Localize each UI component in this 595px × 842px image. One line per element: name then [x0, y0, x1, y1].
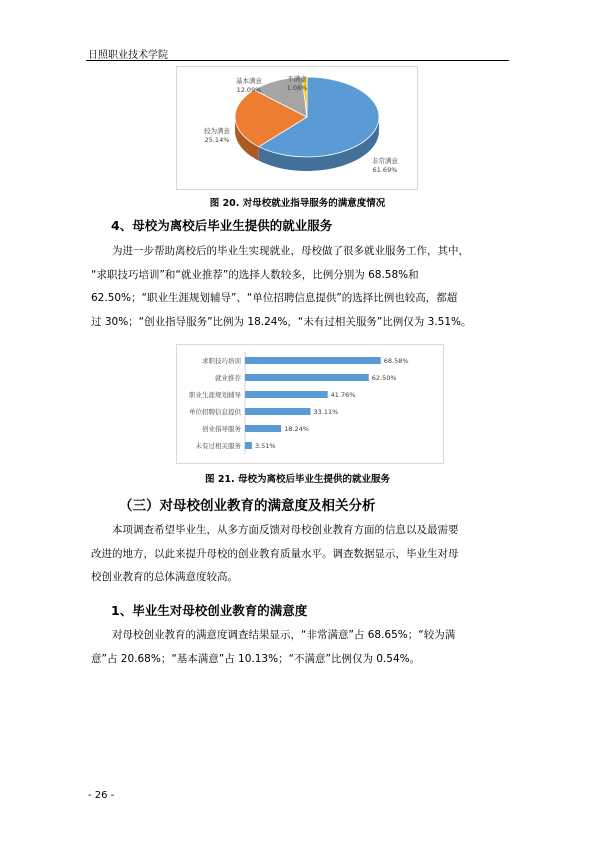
- header-rule: [86, 60, 509, 61]
- paragraph-line: 改进的地方，以此来提升母校的创业教育质量水平。调查数据显示，毕业生对母: [91, 547, 459, 560]
- section-4-paragraph: [91, 240, 505, 334]
- paragraph-line: 对母校创业教育的满意度调查结果显示，“非常满意”占 68.65%；“较为满: [112, 629, 456, 641]
- paragraph-line: 过 30%；“创业指导服务”比例为 18.24%，“未有过相关服务”比例仅为 3.51%。: [91, 315, 472, 328]
- pie-chart: [177, 67, 417, 189]
- bar-category-label: 就业推荐: [215, 373, 241, 382]
- pie-label-name: 较为满意: [204, 127, 230, 135]
- bar-value-label: 41.76%: [330, 390, 356, 399]
- bar-category-label: 创业指导服务: [202, 424, 241, 433]
- bar: [245, 425, 281, 432]
- bar-chart: [177, 345, 443, 463]
- subsection-1-heading: 1、毕业生对母校创业教育的满意度: [111, 603, 308, 618]
- bar-value-label: 33.11%: [313, 407, 339, 416]
- figure-20-caption: 图 20. 对母校就业指导服务的满意度情况: [209, 198, 386, 209]
- paragraph-line: “求职技巧培训”和“就业推荐”的选择人数较多，比例分别为 68.58%和: [91, 268, 419, 281]
- pie-label-value: 1.08%: [286, 84, 308, 92]
- page-number: - 26 -: [88, 790, 115, 801]
- paragraph-line: 62.50%；“职业生涯规划辅导”、“单位招聘信息提供”的选择比例也较高，都超: [91, 292, 458, 304]
- bar: [245, 391, 328, 398]
- bar-value-label: 62.50%: [371, 373, 397, 382]
- bar: [245, 408, 311, 415]
- bar-category-label: 职业生涯规划辅导: [189, 390, 241, 399]
- bar-value-label: 18.24%: [284, 424, 309, 433]
- figure-20-box: [176, 66, 418, 190]
- paragraph-line: 意”占 20.68%；“基本满意”占 10.13%；“不满意”比例仅为 0.54%。: [91, 652, 421, 665]
- figure-21-caption: 图 21. 母校为离校后毕业生提供的就业服务: [205, 474, 390, 485]
- document-header: 日照职业技术学院: [88, 50, 168, 61]
- bar-value-label: 3.51%: [254, 441, 276, 450]
- section-4-heading: 4、母校为离校后毕业生提供的就业服务: [111, 218, 333, 233]
- bar-category-label: 单位招聘信息提供: [189, 407, 241, 416]
- figure-21-box: [176, 344, 444, 464]
- pie-label-value: 25.14%: [204, 136, 230, 144]
- paragraph-line: 校创业教育的总体满意度较高。: [91, 571, 238, 583]
- paragraph-line: 本项调查希望毕业生，从多方面反馈对母校创业教育方面的信息以及最需要: [112, 524, 459, 536]
- bar: [245, 357, 381, 364]
- bar-value-label: 68.58%: [383, 356, 409, 365]
- section-3-heading: （三）对母校创业教育的满意度及相关分析: [119, 498, 376, 514]
- section-3-paragraph: [91, 519, 505, 590]
- paragraph-line: 为进一步帮助离校后的毕业生实现就业，母校做了很多就业服务工作，其中，: [112, 245, 469, 257]
- pie-label-value: 61.69%: [372, 166, 398, 174]
- bar: [245, 442, 252, 449]
- bar-category-label: 未有过相关服务: [195, 441, 241, 450]
- bar-category-label: 求职技巧培训: [202, 356, 241, 365]
- pie-label-name: 基本满意: [236, 77, 262, 85]
- subsection-1-paragraph: [91, 624, 505, 671]
- pie-label-name: 不满意: [287, 75, 307, 83]
- pie-label-name: 非常满意: [372, 157, 398, 165]
- bar: [245, 374, 369, 381]
- pie-label-value: 12.09%: [236, 86, 262, 94]
